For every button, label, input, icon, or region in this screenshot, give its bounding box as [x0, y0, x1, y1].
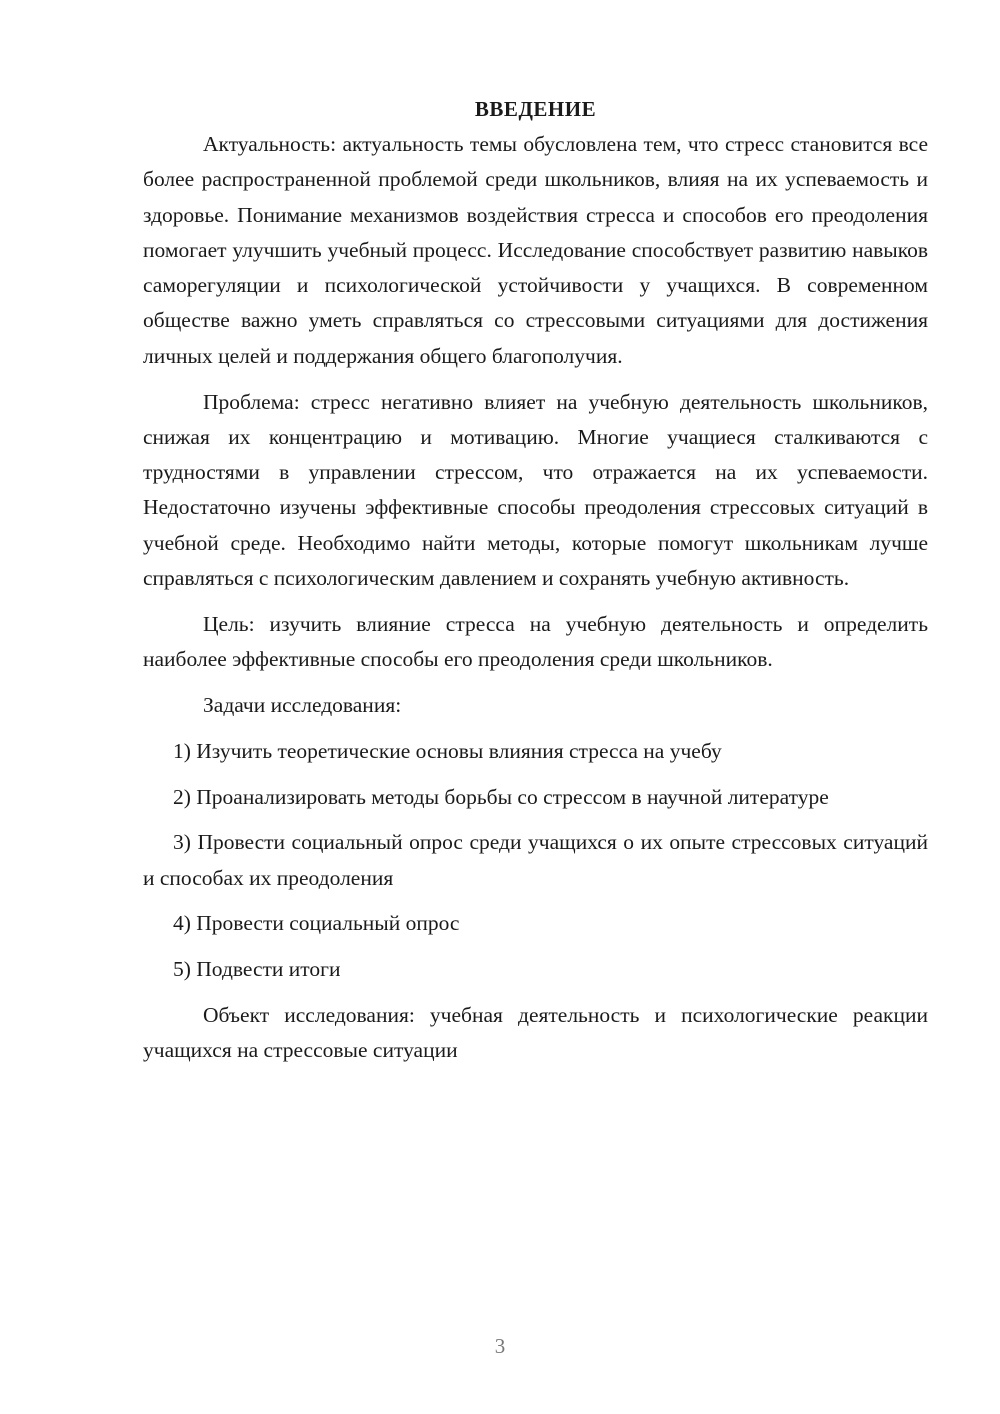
tasks-heading: Задачи исследования: [203, 692, 402, 717]
task-item-1: 1) Изучить теоретические основы влияния стресса на учебу [173, 738, 722, 763]
document-page [143, 92, 928, 1079]
task-item-2: 2) Проанализировать методы борьбы со стрессом в научной литературе [173, 784, 829, 809]
object-paragraph: Объект исследования: учебная деятельность и психологические реакции учащихся на стрессовые ситуации [143, 1003, 928, 1063]
page-number: 3 [494, 1334, 506, 1358]
goal-paragraph: Цель: изучить влияние стресса на учебную деятельность и определить наиболее эффективные способы его преодоления среди школьников. [143, 611, 928, 672]
task-item-3: 3) Провести социальный опрос среди учащихся о их опыте стрессовых ситуаций и способах их преодоления [143, 830, 928, 890]
problem-paragraph: Проблема: стресс негативно влияет на учебную деятельность школьников, снижая их концентрацию и мотивацию. Многие учащиеся сталкиваются с трудностями в управлении стрессом, что отражается на их успеваемости. Недостаточно изучены эффективные способы преодоления стрессовых ситуаций в учебной среде. Необходимо найти методы, которые помогут школьникам лучше справляться с психологическим давлением и сохранять учебную активность. [143, 389, 928, 591]
task-item-5: 5) Подвести итоги [173, 957, 341, 982]
task-item-4: 4) Провести социальный опрос [173, 911, 460, 936]
page-title: ВВЕДЕНИЕ [474, 97, 597, 121]
relevance-paragraph: Актуальность: актуальность темы обусловлена тем, что стресс становится все более распространенной проблемой среди школьников, влияя на их успеваемость и здоровье. Понимание механизмов воздействия стресса и способов его преодоления помогает улучшить учебный процесс. Исследование способствует развитию навыков саморегуляции и психологической устойчивости у учащихся. В современном обществе важно уметь справляться со стрессовыми ситуациями для достижения личных целей и поддержания общего благополучия. [143, 132, 928, 368]
